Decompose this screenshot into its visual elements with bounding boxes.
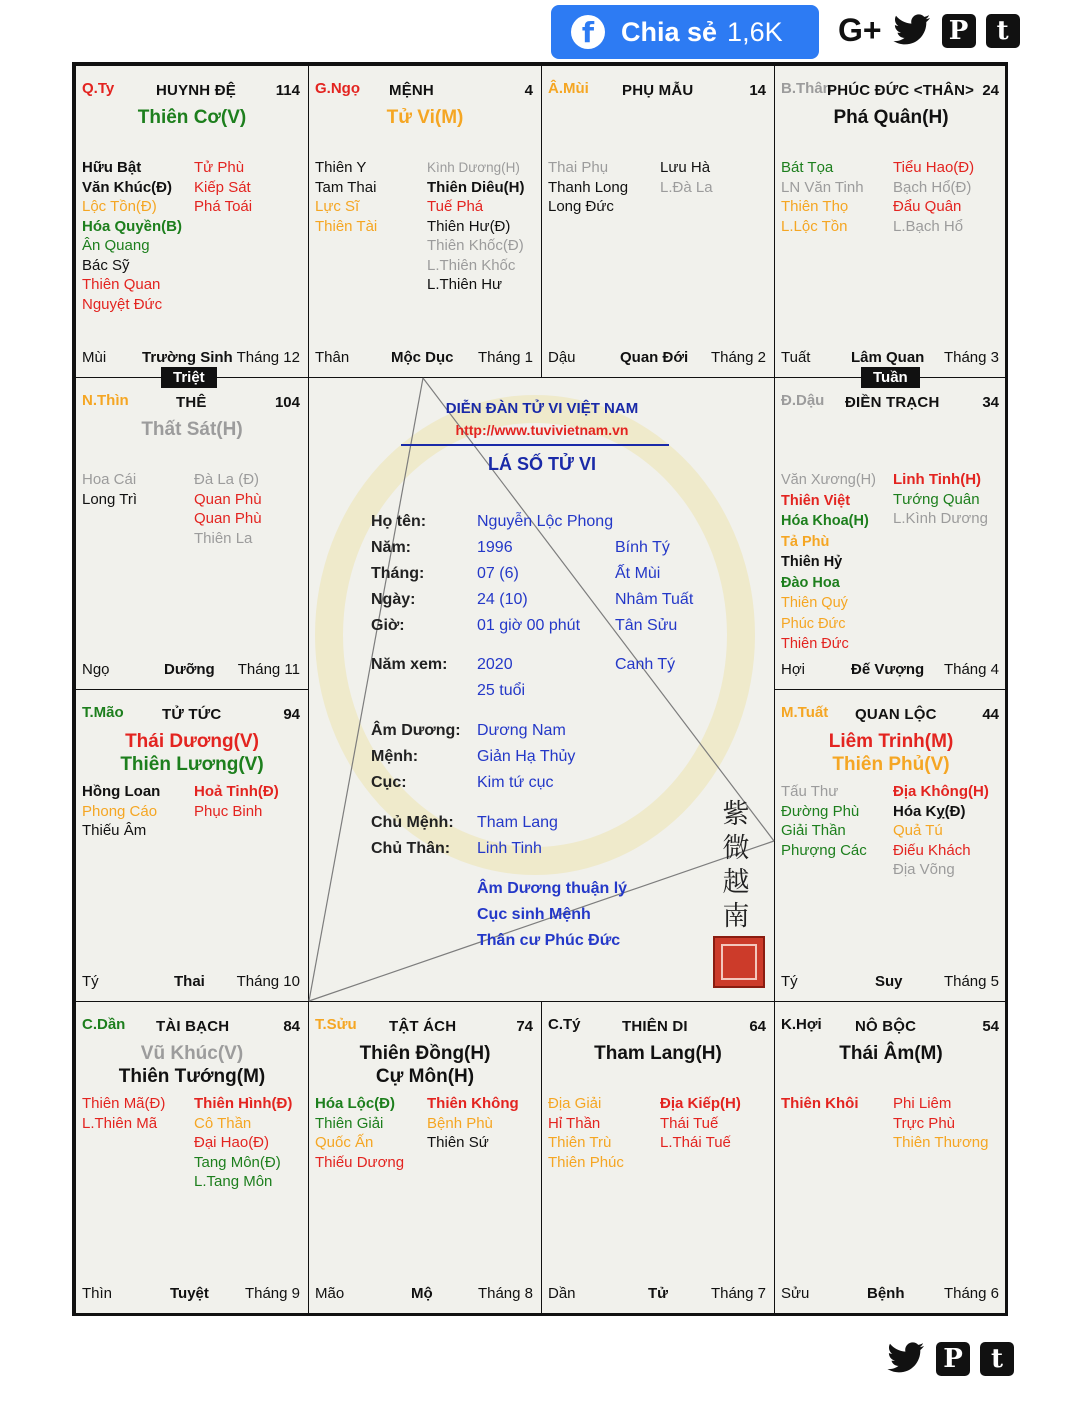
info-chu-than [371, 840, 542, 858]
star: Thiên Quý [781, 595, 848, 611]
star: Đào Hoa [781, 574, 840, 591]
star: Bạch Hổ(Đ) [893, 178, 972, 196]
star: Thiên Thương [893, 1134, 989, 1151]
main-star: Thiên Đồng(H) [359, 1043, 491, 1064]
chart-title: LÁ SỐ TỬ VI [488, 454, 596, 474]
star: Phúc Đức [781, 615, 846, 632]
palace-phase: Trường Sinh [142, 349, 233, 366]
info-view-year [371, 656, 675, 674]
star: Thiên Sứ [427, 1134, 489, 1151]
star: Thiên Không [427, 1095, 519, 1112]
star: Thiên Phúc [548, 1153, 624, 1171]
star: L.Thái Tuế [660, 1134, 731, 1151]
palace-pillar: C.Tý [548, 1016, 581, 1033]
star: Thiên Khốc(Đ) [427, 237, 524, 254]
main-star: Thái Dương(V) [125, 731, 259, 752]
palace-phase: Bệnh [867, 1285, 905, 1302]
value: 25 tuổi [477, 682, 526, 699]
tumblr-icon[interactable]: t [980, 1342, 1014, 1376]
palace-number: 104 [274, 394, 300, 411]
value: Linh Tinh [477, 840, 542, 857]
main-star: Thiên Tướng(M) [118, 1066, 266, 1087]
star: Tang Môn(Đ) [194, 1153, 281, 1171]
star: Bác Sỹ [82, 256, 130, 274]
palace-phase: Suy [875, 973, 903, 990]
star: L.Thiên Mã [82, 1114, 158, 1132]
value: Dương Nam [477, 722, 566, 739]
share-label: Chia sẻ [621, 16, 718, 47]
label: Chủ Mệnh: [371, 814, 454, 831]
palace-phase: Dưỡng [164, 661, 215, 678]
note: Âm Dương thuận lý [477, 880, 628, 897]
palace-month: Tháng 10 [236, 973, 300, 990]
palace-month: Tháng 5 [943, 973, 999, 990]
star: Thiên Giải [315, 1114, 384, 1132]
can-chi: Tân Sửu [615, 617, 678, 634]
value: 01 giờ 00 phút [477, 617, 581, 634]
palace-phase: Tử [648, 1285, 669, 1302]
star: Thiên Mã(Đ) [82, 1095, 166, 1112]
star: Thiếu Dương [315, 1153, 405, 1171]
palace-house: TỬ TỨC [162, 706, 222, 723]
star: Bát Tọa [781, 159, 834, 176]
palace-branch: Hợi [781, 661, 806, 678]
star: Phá Toái [194, 198, 253, 215]
star: Thiên Trù [548, 1134, 612, 1151]
star: Tuế Phá [427, 198, 484, 215]
info-menh [371, 748, 575, 766]
palace-number: 94 [283, 706, 300, 723]
star: L.Tang Môn [194, 1173, 273, 1190]
palace-pillar: Â.Mùi [548, 80, 589, 97]
palace-house: HUYNH ĐỆ [156, 82, 236, 99]
star: Tiểu Hao(Đ) [893, 159, 975, 176]
social-bar-bottom [876, 1342, 1014, 1376]
star: Kình Dương(H) [427, 160, 520, 175]
main-star: Thất Sát(H) [141, 419, 243, 440]
title-divider [401, 444, 669, 446]
info-day [371, 591, 693, 609]
red-seal-stamp [713, 936, 765, 988]
note-3 [477, 932, 620, 950]
star: Thiên Hình(Đ) [194, 1095, 293, 1112]
palace-month: Tháng 6 [943, 1285, 999, 1302]
palace-house: ĐIỀN TRẠCH [845, 394, 940, 411]
palace-branch: Mão [315, 1285, 345, 1302]
note-2 [477, 906, 591, 924]
star: Tả Phù [781, 533, 830, 550]
palace-branch: Dần [548, 1285, 576, 1302]
info-hour [371, 617, 677, 635]
palace-phase: Mộc Dục [391, 349, 454, 366]
star: Thiên Thọ [781, 198, 849, 215]
facebook-share-button[interactable] [551, 5, 819, 59]
star: Bệnh Phù [427, 1114, 493, 1132]
label: Tháng: [371, 565, 425, 582]
value: Giản Hạ Thủy [477, 748, 576, 765]
value: 24 (10) [477, 591, 528, 608]
palace-house: TẬT ÁCH [389, 1018, 457, 1035]
star: Kiếp Sát [194, 178, 251, 196]
seal-char: 南 [722, 901, 750, 932]
star: Đại Hao(Đ) [194, 1134, 270, 1151]
star: Lực Sĩ [315, 198, 360, 215]
forum-name: DIỄN ĐÀN TỬ VI VIỆT NAM [445, 400, 639, 417]
palace-number: 114 [275, 82, 300, 99]
star: Địa Không(H) [893, 783, 989, 800]
star: Phượng Các [781, 841, 867, 859]
palace-month: Tháng 1 [477, 349, 533, 366]
star: Thiếu Âm [82, 822, 147, 839]
palace-number: 14 [749, 82, 766, 99]
star: Thiên Khôi [781, 1095, 859, 1112]
star: Long Đức [548, 198, 614, 215]
label: Cục: [371, 774, 407, 791]
main-star: Vũ Khúc(V) [140, 1043, 244, 1064]
seal-char: 紫 [722, 799, 750, 830]
palace-phase: Tuyệt [170, 1285, 209, 1302]
can-chi: Ất Mùi [615, 565, 661, 582]
palace-branch: Tuất [781, 349, 811, 366]
star: Lưu Hà [660, 159, 711, 176]
palace-pillar: Q.Ty [82, 80, 115, 97]
note: Cục sinh Mệnh [477, 906, 591, 923]
palace-month: Tháng 3 [943, 349, 999, 366]
star: Phi Liêm [893, 1095, 952, 1112]
palace-pillar: Đ.Dậu [781, 392, 825, 409]
palace-number: 24 [982, 82, 999, 99]
palace-phase: Đế Vượng [851, 661, 925, 678]
info-name [371, 513, 613, 531]
star: Thiên Việt [781, 492, 851, 509]
star: Thiên Diêu(H) [427, 178, 525, 196]
palace-house: PHÚC ĐỨC <THÂN> [827, 82, 975, 99]
main-star: Thái Âm(M) [839, 1043, 943, 1064]
star: Hóa Quyền(B) [82, 217, 183, 235]
label: Chủ Thân: [371, 840, 451, 857]
label: Ngày: [371, 591, 416, 608]
star: Địa Kiếp(H) [660, 1095, 741, 1112]
star: Quan Phù [194, 510, 262, 527]
palace-branch: Dậu [548, 349, 576, 366]
palace-branch: Tý [82, 973, 99, 990]
label: Âm Dương: [371, 722, 461, 739]
value: 07 (6) [477, 565, 519, 582]
value: Nguyễn Lộc Phong [477, 513, 614, 530]
star: Linh Tinh(H) [893, 471, 982, 488]
palace-pillar: T.Mão [82, 704, 124, 721]
social-bar-top [828, 12, 1020, 49]
note: Thân cư Phúc Đức [477, 932, 621, 949]
seal-char: 越 [722, 867, 750, 898]
star: Thiên Quan [82, 276, 161, 293]
main-star: Liêm Trinh(M) [828, 731, 954, 752]
info-month [371, 565, 660, 583]
palace-month: Tháng 9 [244, 1285, 300, 1302]
star: L.Lộc Tồn [781, 217, 848, 235]
value: 1996 [477, 539, 513, 556]
palace-month: Tháng 4 [943, 661, 999, 678]
star: Đẩu Quân [893, 198, 962, 215]
note-1 [477, 880, 627, 898]
info-cuc [371, 774, 554, 792]
star: Hồng Loan [82, 783, 161, 800]
palace-pillar: G.Ngọ [315, 80, 360, 97]
palace-pillar: N.Thìn [82, 392, 129, 409]
palace-branch: Ngọ [82, 661, 110, 678]
seal-char: 微 [722, 833, 750, 864]
star: Thiên Hỷ [781, 554, 843, 570]
palace-house: TÀI BẠCH [156, 1018, 230, 1035]
seal-text [721, 798, 751, 934]
twitter-icon[interactable] [886, 1342, 926, 1376]
palace-pillar: B.Thân [781, 80, 832, 97]
star: Điếu Khách [893, 841, 971, 859]
palace-number: 84 [283, 1018, 300, 1035]
star: Quốc Ấn [315, 1134, 374, 1151]
info-am-duong [371, 722, 566, 740]
star: Hóa Lộc(Đ) [315, 1095, 395, 1112]
star: Thiên La [194, 529, 253, 547]
forum-url[interactable]: http://www.tuvivietnam.vn [455, 422, 629, 438]
label: Năm xem: [371, 656, 448, 673]
star: Thiên Hư(Đ) [427, 217, 511, 235]
can-chi: Bính Tý [615, 539, 670, 556]
palace-phase: Quan Đới [620, 349, 689, 366]
pinterest-icon[interactable]: P [942, 14, 976, 48]
palace-branch: Thìn [82, 1285, 113, 1302]
palace-house: QUAN LỘC [855, 706, 937, 723]
star: Hóa Khoa(H) [781, 513, 869, 529]
star: LN Văn Tinh [781, 178, 864, 196]
star: Quả Tú [893, 822, 943, 839]
main-star: Tử Vi(M) [386, 107, 464, 128]
palace-month: Tháng 8 [477, 1285, 533, 1302]
palace-house: MỆNH [389, 82, 434, 99]
value: Tham Lang [477, 814, 558, 831]
palace-phase: Lâm Quan [851, 349, 925, 366]
palace-house: THIÊN DI [622, 1018, 688, 1035]
star: Ân Quang [82, 237, 150, 254]
palace-month: Tháng 2 [710, 349, 766, 366]
star: Đường Phù [781, 802, 860, 820]
palace-month: Tháng 11 [237, 661, 300, 678]
palace-pillar: K.Hợi [781, 1016, 822, 1033]
main-star: Cự Môn(H) [375, 1066, 475, 1087]
palace-branch: Mùi [82, 349, 107, 366]
facebook-icon: f [571, 15, 605, 49]
share-count: 1,6K [727, 16, 783, 47]
star: Thiên Y [315, 159, 367, 176]
palace-number: 34 [982, 394, 999, 411]
star: L.Thiên Hư [427, 276, 503, 293]
label: Năm: [371, 539, 412, 556]
star: Văn Khúc(Đ) [82, 178, 172, 196]
star: Văn Xương(H) [781, 472, 876, 488]
twitter-icon[interactable] [892, 14, 932, 48]
star: Hỉ Thần [548, 1114, 601, 1132]
star: Thiên Đức [781, 636, 849, 652]
palace-pillar: T.Sửu [315, 1016, 357, 1033]
star: Thanh Long [548, 178, 629, 196]
star: Tướng Quân [893, 490, 980, 508]
star: Địa Giải [548, 1095, 602, 1112]
star: L.Bạch Hổ [893, 217, 964, 235]
star: L.Kình Dương [893, 510, 988, 527]
main-star: Thiên Phủ(V) [832, 754, 950, 775]
palace-number: 44 [982, 706, 999, 723]
palace-phase: Thai [174, 973, 205, 990]
info-chu-menh [371, 814, 558, 832]
star: Tam Thai [315, 178, 377, 196]
star: Hóa Kỵ(Đ) [893, 802, 966, 820]
star: Địa Võng [893, 861, 955, 878]
star: Đà La (Đ) [194, 471, 260, 488]
star: Phục Binh [194, 802, 263, 820]
palace-number: 74 [516, 1018, 533, 1035]
star: Nguyệt Đức [82, 295, 163, 313]
label: Giờ: [371, 617, 405, 634]
tumblr-icon[interactable]: t [986, 14, 1020, 48]
palace-house: THÊ [176, 394, 207, 411]
label: Họ tên: [371, 513, 427, 530]
pinterest-icon[interactable]: P [936, 1342, 970, 1376]
palace-branch: Sửu [781, 1285, 810, 1302]
star: Phong Cáo [82, 802, 158, 820]
star: L.Đà La [660, 178, 713, 196]
tu-vi-chart [72, 62, 1008, 1316]
star: Tấu Thư [781, 783, 839, 800]
star: Thái Tuế [660, 1114, 719, 1132]
main-star: Phá Quân(H) [833, 107, 949, 128]
palace-number: 54 [982, 1018, 999, 1035]
palace-branch: Tý [781, 973, 798, 990]
palace-pillar: C.Dần [82, 1016, 126, 1033]
palace-phase: Mộ [411, 1285, 433, 1302]
star: Long Trì [82, 490, 138, 508]
value: Kim tứ cục [477, 774, 554, 791]
main-star: Thiên Lương(V) [120, 754, 264, 775]
star: Thai Phụ [548, 159, 609, 176]
google-plus-icon[interactable]: G+ [838, 12, 882, 48]
palace-number: 64 [749, 1018, 766, 1035]
palace-month: Tháng 7 [710, 1285, 766, 1302]
tuan-tag: Tuần [861, 367, 920, 388]
main-star: Thiên Cơ(V) [137, 107, 247, 128]
palace-pillar: M.Tuất [781, 704, 829, 721]
can-chi: Nhâm Tuất [615, 591, 694, 608]
star: Giải Thần [781, 822, 846, 839]
star: L.Thiên Khốc [427, 256, 516, 274]
label: Mệnh: [371, 748, 419, 765]
star: Hoa Cái [82, 471, 137, 488]
value: 2020 [477, 656, 513, 673]
star: Hữu Bật [82, 159, 142, 176]
triet-tag: Triệt [161, 367, 217, 388]
star: Quan Phù [194, 490, 262, 508]
palace-month: Tháng 12 [236, 349, 300, 366]
palace-number: 4 [524, 82, 533, 99]
star: Lộc Tồn(Đ) [82, 198, 157, 215]
palace-house: NÔ BỘC [855, 1018, 917, 1035]
main-star: Tham Lang(H) [594, 1043, 722, 1064]
chart-center [309, 378, 775, 1002]
can-chi: Canh Tý [615, 656, 676, 673]
palace-branch: Thân [315, 349, 350, 366]
star: Cô Thần [194, 1114, 252, 1132]
star: Hoả Tinh(Đ) [194, 783, 279, 800]
info-year [371, 539, 670, 557]
info-age [477, 682, 525, 700]
star: Thiên Tài [315, 217, 378, 235]
star: Tử Phù [194, 159, 245, 176]
star: Trực Phù [893, 1114, 955, 1132]
palace-house: PHỤ MẪU [622, 82, 694, 99]
